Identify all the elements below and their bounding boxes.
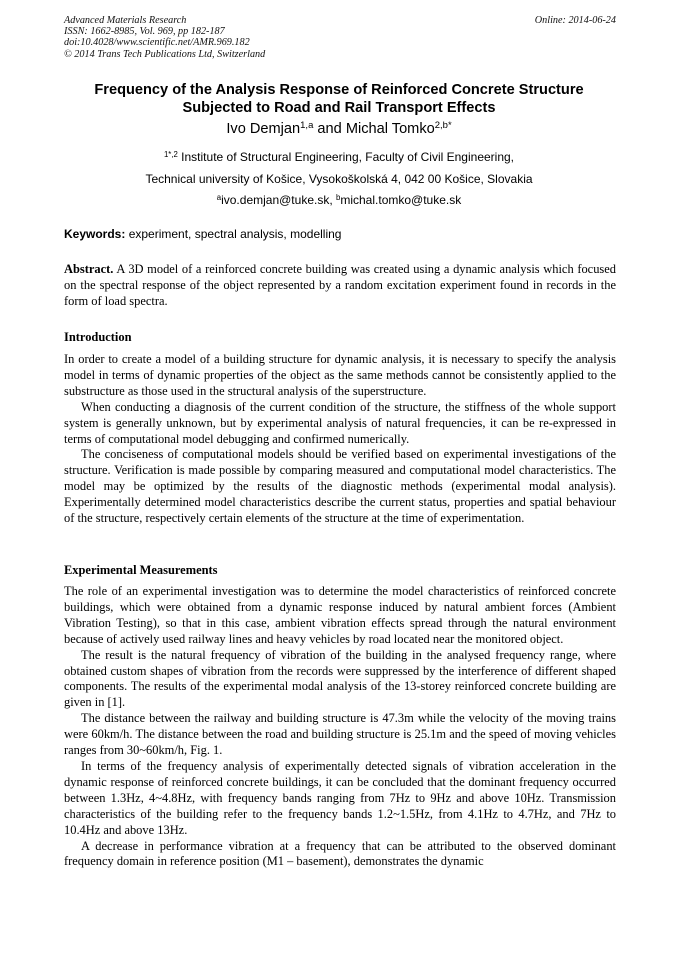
paragraph: When conducting a diagnosis of the current condition of the structure, the stiffness of the whole support system is generally unknown, but by experimental analysis of natural frequencies, it can be re-expressed in terms of computational model debugging and confirmed numerically. (64, 399, 616, 446)
abstract (64, 262, 616, 310)
experimental-body (64, 584, 616, 870)
copyright: © 2014 Trans Tech Publications Ltd, Switzerland (64, 48, 266, 60)
paragraph: The conciseness of computational models should be verified based on experimental investigations of the structure. Verification is made possible by comparing measured and computational model characteristics. The model may be optimized by the results of the diagnostic methods (experimental modal analysis). Experimentally determined model characteristics describe the current status, properties and spatial behaviour of the structure, respectively certain elements of the structure at the time of experimentation. (64, 447, 616, 526)
email-b: michal.tomko@tuke.sk (340, 193, 462, 207)
title-line-1: Frequency of the Analysis Response of Reinforced Concrete Structure (94, 82, 584, 98)
paper-title (40, 82, 638, 117)
journal-name: Advanced Materials Research (64, 15, 187, 26)
author-2: Michal Tomko (345, 121, 435, 137)
online-date: Online: 2014-06-24 (534, 15, 616, 26)
abstract-text: A 3D model of a reinforced concrete building was created using a dynamic analysis which focused on the spectral response of the object represented by a random excitation experiment found in records in the form of load spectra. (64, 262, 616, 308)
keywords (64, 227, 616, 241)
paragraph: The result is the natural frequency of vibration of the building in the analysed frequency range, where obtained custom shapes of vibration from the records were suppressed by the interference of different shaped components. The results of the experimental modal analysis of the 13-storey reinforced concrete building are given in [1]. (64, 647, 616, 710)
author-1-sup: 1,a (300, 119, 314, 131)
author-emails: $^a$ivo.demjan@tuke.sk, $^b$michal.tomko@tuke.sk (216, 192, 462, 207)
email-a: ivo.demjan@tuke.sk, (221, 193, 336, 207)
issn: ISSN: 1662-8985, Vol. 969, pp 182-187 (64, 26, 225, 38)
authors (0, 121, 678, 137)
paragraph: In terms of the frequency analysis of experimentally detected signals of vibration acceleration in the dynamic response of reinforced concrete buildings, it can be concluded that the dominant frequency occurred between 1.3Hz, 4~4.8Hz, with frequency bands ranging from 7Hz to 9Hz and above 10Hz. Transmission characteristics of the building refer to the frequency bands 1.2~1.5Hz, from 4.1Hz to 4.7Hz, and 7Hz to 10.4Hz and above 13Hz. (64, 758, 616, 837)
title-line-2: Subjected to Road and Rail Transport Effects (182, 99, 496, 116)
paragraph: A decrease in performance vibration at a frequency that can be attributed to the observed dominant frequency domain in reference position (M1 – basement), demonstrates the dynamic (64, 838, 616, 869)
paragraph: The role of an experimental investigation was to determine the model characteristics of reinforced concrete buildings, which were obtained from a dynamic response induced by natural ambient forces (Ambient Vibration Testing), so that in this case, ambient vibration effects spread through the natural environment because of actively used railway lines and heavy vehicles by road located near the monitored object. (64, 584, 616, 646)
keywords-label: Keywords: (64, 227, 126, 241)
affiliation-sup: 1*,2 (163, 149, 178, 159)
abstract-label: Abstract. (64, 262, 114, 276)
journal-header (64, 15, 616, 60)
affiliation-line-2: Technical university of Košice, Vysokoškolská 4, 042 00 Košice, Slovakia (145, 172, 533, 186)
keywords-text: experiment, spectral analysis, modelling (125, 227, 342, 241)
paragraph: The distance between the railway and building structure is 47.3m while the velocity of the moving trains were 60km/h. The distance between the road and building structure is 25.1m and the speed of moving vehicles ranges from 30~60km/h, Fig. 1. (64, 711, 616, 758)
section-heading-experimental: Experimental Measurements (64, 563, 218, 577)
author-conj: and (313, 121, 346, 137)
doi: doi:10.4028/www.scientific.net/AMR.969.182 (64, 37, 250, 49)
introduction-body (64, 352, 616, 527)
section-heading-introduction: Introduction (64, 330, 132, 344)
affiliation-line-1: $^{1*,2}$ Institute of Structural Engineering, Faculty of Civil Engineering, (163, 149, 515, 164)
author-2-sup: 2,b* (434, 119, 452, 131)
author-1: Ivo Demjan (226, 121, 301, 137)
paragraph: In order to create a model of a building structure for dynamic analysis, it is necessary to specify the analysis model in terms of dynamic properties of the object as the same methods cannot be consistently applied to the substructure as those used in the structural analysis of the superstructure. (64, 352, 616, 398)
